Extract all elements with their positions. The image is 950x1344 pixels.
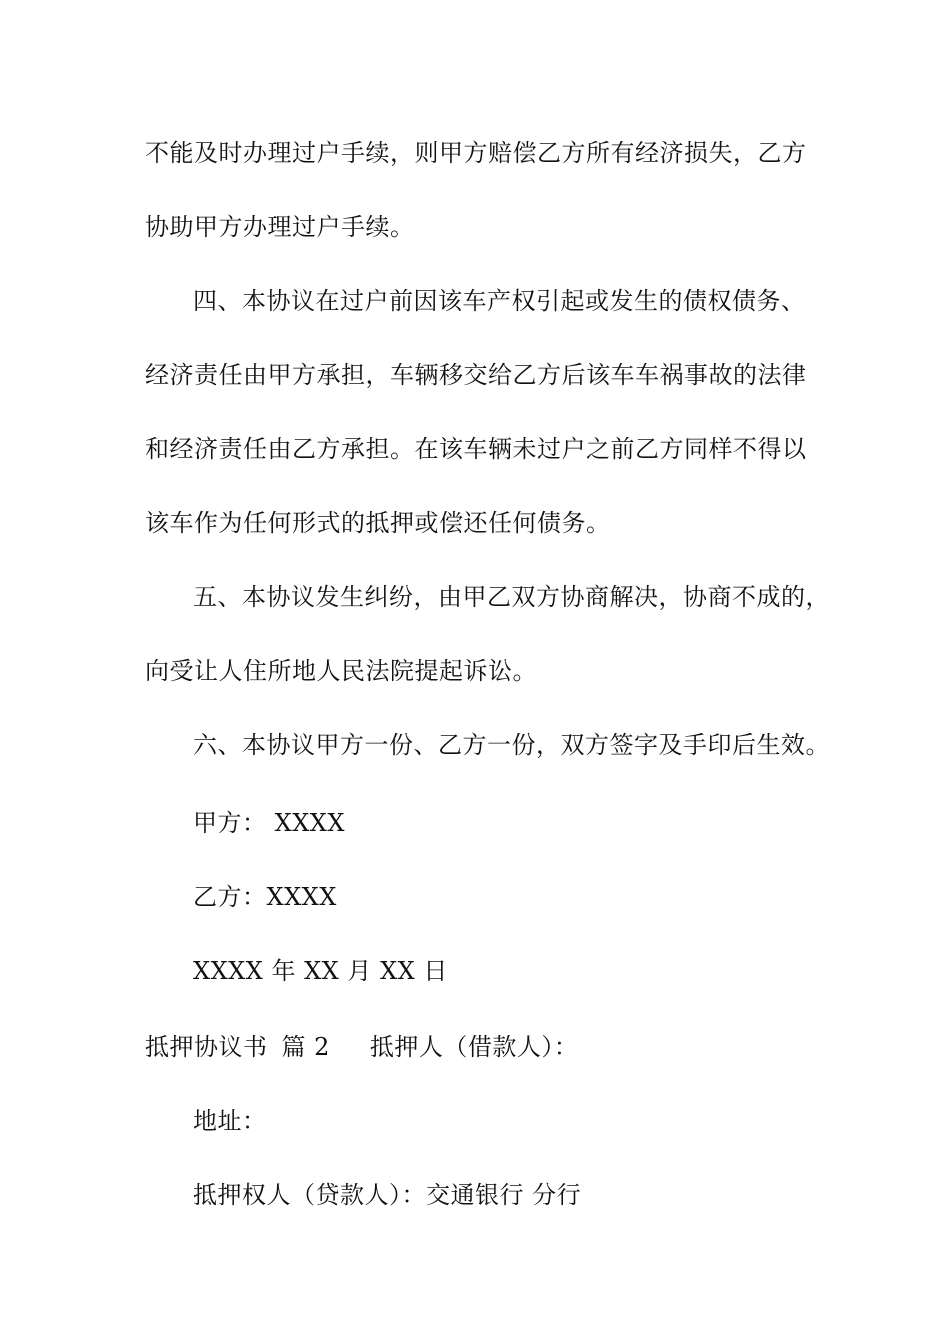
section-heading-row [145,1032,578,1062]
paragraph-3-line-3: 协助甲方办理过户手续。 [145,213,415,241]
clause-5-line-1: 五、本协议发生纠纷，由甲乙双方协商解决，协商不成的， [193,583,830,611]
party-a-signature: 甲方： XXXX [193,809,345,837]
mortgagee-line: 抵押权人（贷款人）：交通银行 分行 [193,1181,582,1209]
section-number: 篇 2 [281,1033,330,1061]
date-line: XXXX 年 XX 月 XX 日 [193,957,448,985]
section-party: 抵押人（借款人）： [369,1033,579,1061]
clause-4-line-1: 四、本协议在过户前因该车产权引起或发生的债权债务、 [193,287,806,315]
address-label: 地址： [193,1107,267,1135]
clause-4-line-2: 经济责任由甲方承担，车辆移交给乙方后该车车祸事故的法律 [145,361,807,389]
party-b-signature: 乙方：XXXX [193,883,337,911]
paragraph-3-line-2: 不能及时办理过户手续，则甲方赔偿乙方所有经济损失，乙方 [145,139,807,167]
clause-4-line-4: 该车作为任何形式的抵押或偿还任何债务。 [145,509,611,537]
section-heading: 抵押协议书 [145,1033,268,1061]
clause-5-line-2: 向受让人住所地人民法院提起诉讼。 [145,657,537,685]
clause-6-line-1: 六、本协议甲方一份、乙方一份，双方签字及手印后生效。 [193,731,830,759]
clause-4-line-3: 和经济责任由乙方承担。在该车辆未过户之前乙方同样不得以 [145,435,807,463]
